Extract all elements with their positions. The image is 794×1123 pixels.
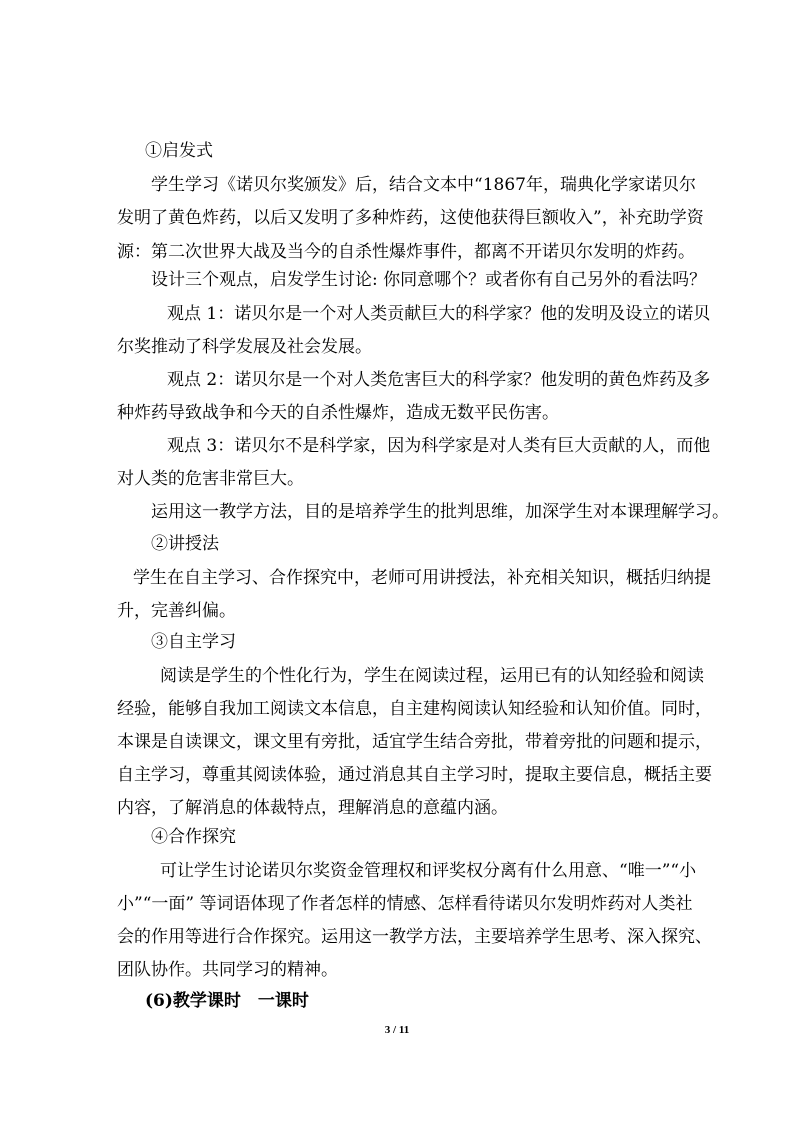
method2-line-1: 学生在自主学习、合作探究中，老师可用讲授法，补充相关知识，概括归纳提 xyxy=(133,568,711,588)
view-1-line-1: 观点 1：诺贝尔是一个对人类贡献巨大的科学家？他的发明及设立的诺贝 xyxy=(167,304,711,324)
method4-heading: ④合作探究 xyxy=(151,827,236,847)
method1-intro-line-3: 源：第二次世界大战及当今的自杀性爆炸事件，都离不开诺贝尔发明的炸药。 xyxy=(117,242,695,262)
method1-intro-line-1: 学生学习《诺贝尔奖颁发》后，结合文本中“1867年，瑞典化学家诺贝尔 xyxy=(151,175,696,195)
method4-line-4: 团队协作。共同学习的精神。 xyxy=(117,960,338,980)
view-2-line-2: 种炸药导致战争和今天的自杀性爆炸，造成无数平民伤害。 xyxy=(117,403,559,423)
method1-prompt: 设计三个观点，启发学生讨论: 你同意哪个？或者你有自己另外的看法吗？ xyxy=(151,270,707,290)
method1-intro-line-2: 发明了黄色炸药，以后又发明了多种炸药，这使他获得巨额收入”，补充助学资 xyxy=(117,208,704,228)
method3-heading: ③自主学习 xyxy=(151,632,236,652)
view-3-line-1: 观点 3：诺贝尔不是科学家，因为科学家是对人类有巨大贡献的人，而他 xyxy=(167,436,711,456)
view-3-line-2: 对人类的危害非常巨大。 xyxy=(117,469,304,489)
method3-line-1: 阅读是学生的个性化行为，学生在阅读过程，运用已有的认知经验和阅读 xyxy=(160,666,704,686)
method4-line-2: 小”“一面” 等词语体现了作者怎样的情感、怎样看待诺贝尔发明炸药对人类社 xyxy=(117,894,693,914)
view-1-line-2: 尔奖推动了科学发展及社会发展。 xyxy=(117,337,372,357)
method3-line-5: 内容，了解消息的体裁特点，理解消息的意蕴内涵。 xyxy=(117,798,508,818)
method1-purpose: 运用这一教学方法，目的是培养学生的批判思维，加深学生对本课理解学习。 xyxy=(151,502,729,522)
method2-heading: ②讲授法 xyxy=(151,534,219,554)
method1-heading: ①启发式 xyxy=(145,141,213,161)
page-number: 3 / 11 xyxy=(384,1024,410,1036)
view-2-line-1: 观点 2：诺贝尔是一个对人类危害巨大的科学家？他发明的黄色炸药及多 xyxy=(167,370,711,390)
method4-line-3: 会的作用等进行合作探究。运用这一教学方法，主要培养学生思考、深入探究、 xyxy=(117,927,712,947)
method4-line-1: 可让学生讨论诺贝尔奖资金管理权和评奖权分离有什么用意、“唯一”“小 xyxy=(160,861,697,881)
method3-line-4: 自主学习，尊重其阅读体验，通过消息其自主学习时，提取主要信息，概括主要 xyxy=(117,765,712,785)
method3-line-3: 本课是自读课文，课文里有旁批，适宜学生结合旁批，带着旁批的问题和提示， xyxy=(117,732,712,752)
method2-line-2: 升，完善纠偏。 xyxy=(117,601,236,621)
method3-line-2: 经验，能够自我加工阅读文本信息，自主建构阅读认知经验和认知价值。同时， xyxy=(117,699,712,719)
section6-heading: (6)教学课时 一课时 xyxy=(145,991,309,1011)
